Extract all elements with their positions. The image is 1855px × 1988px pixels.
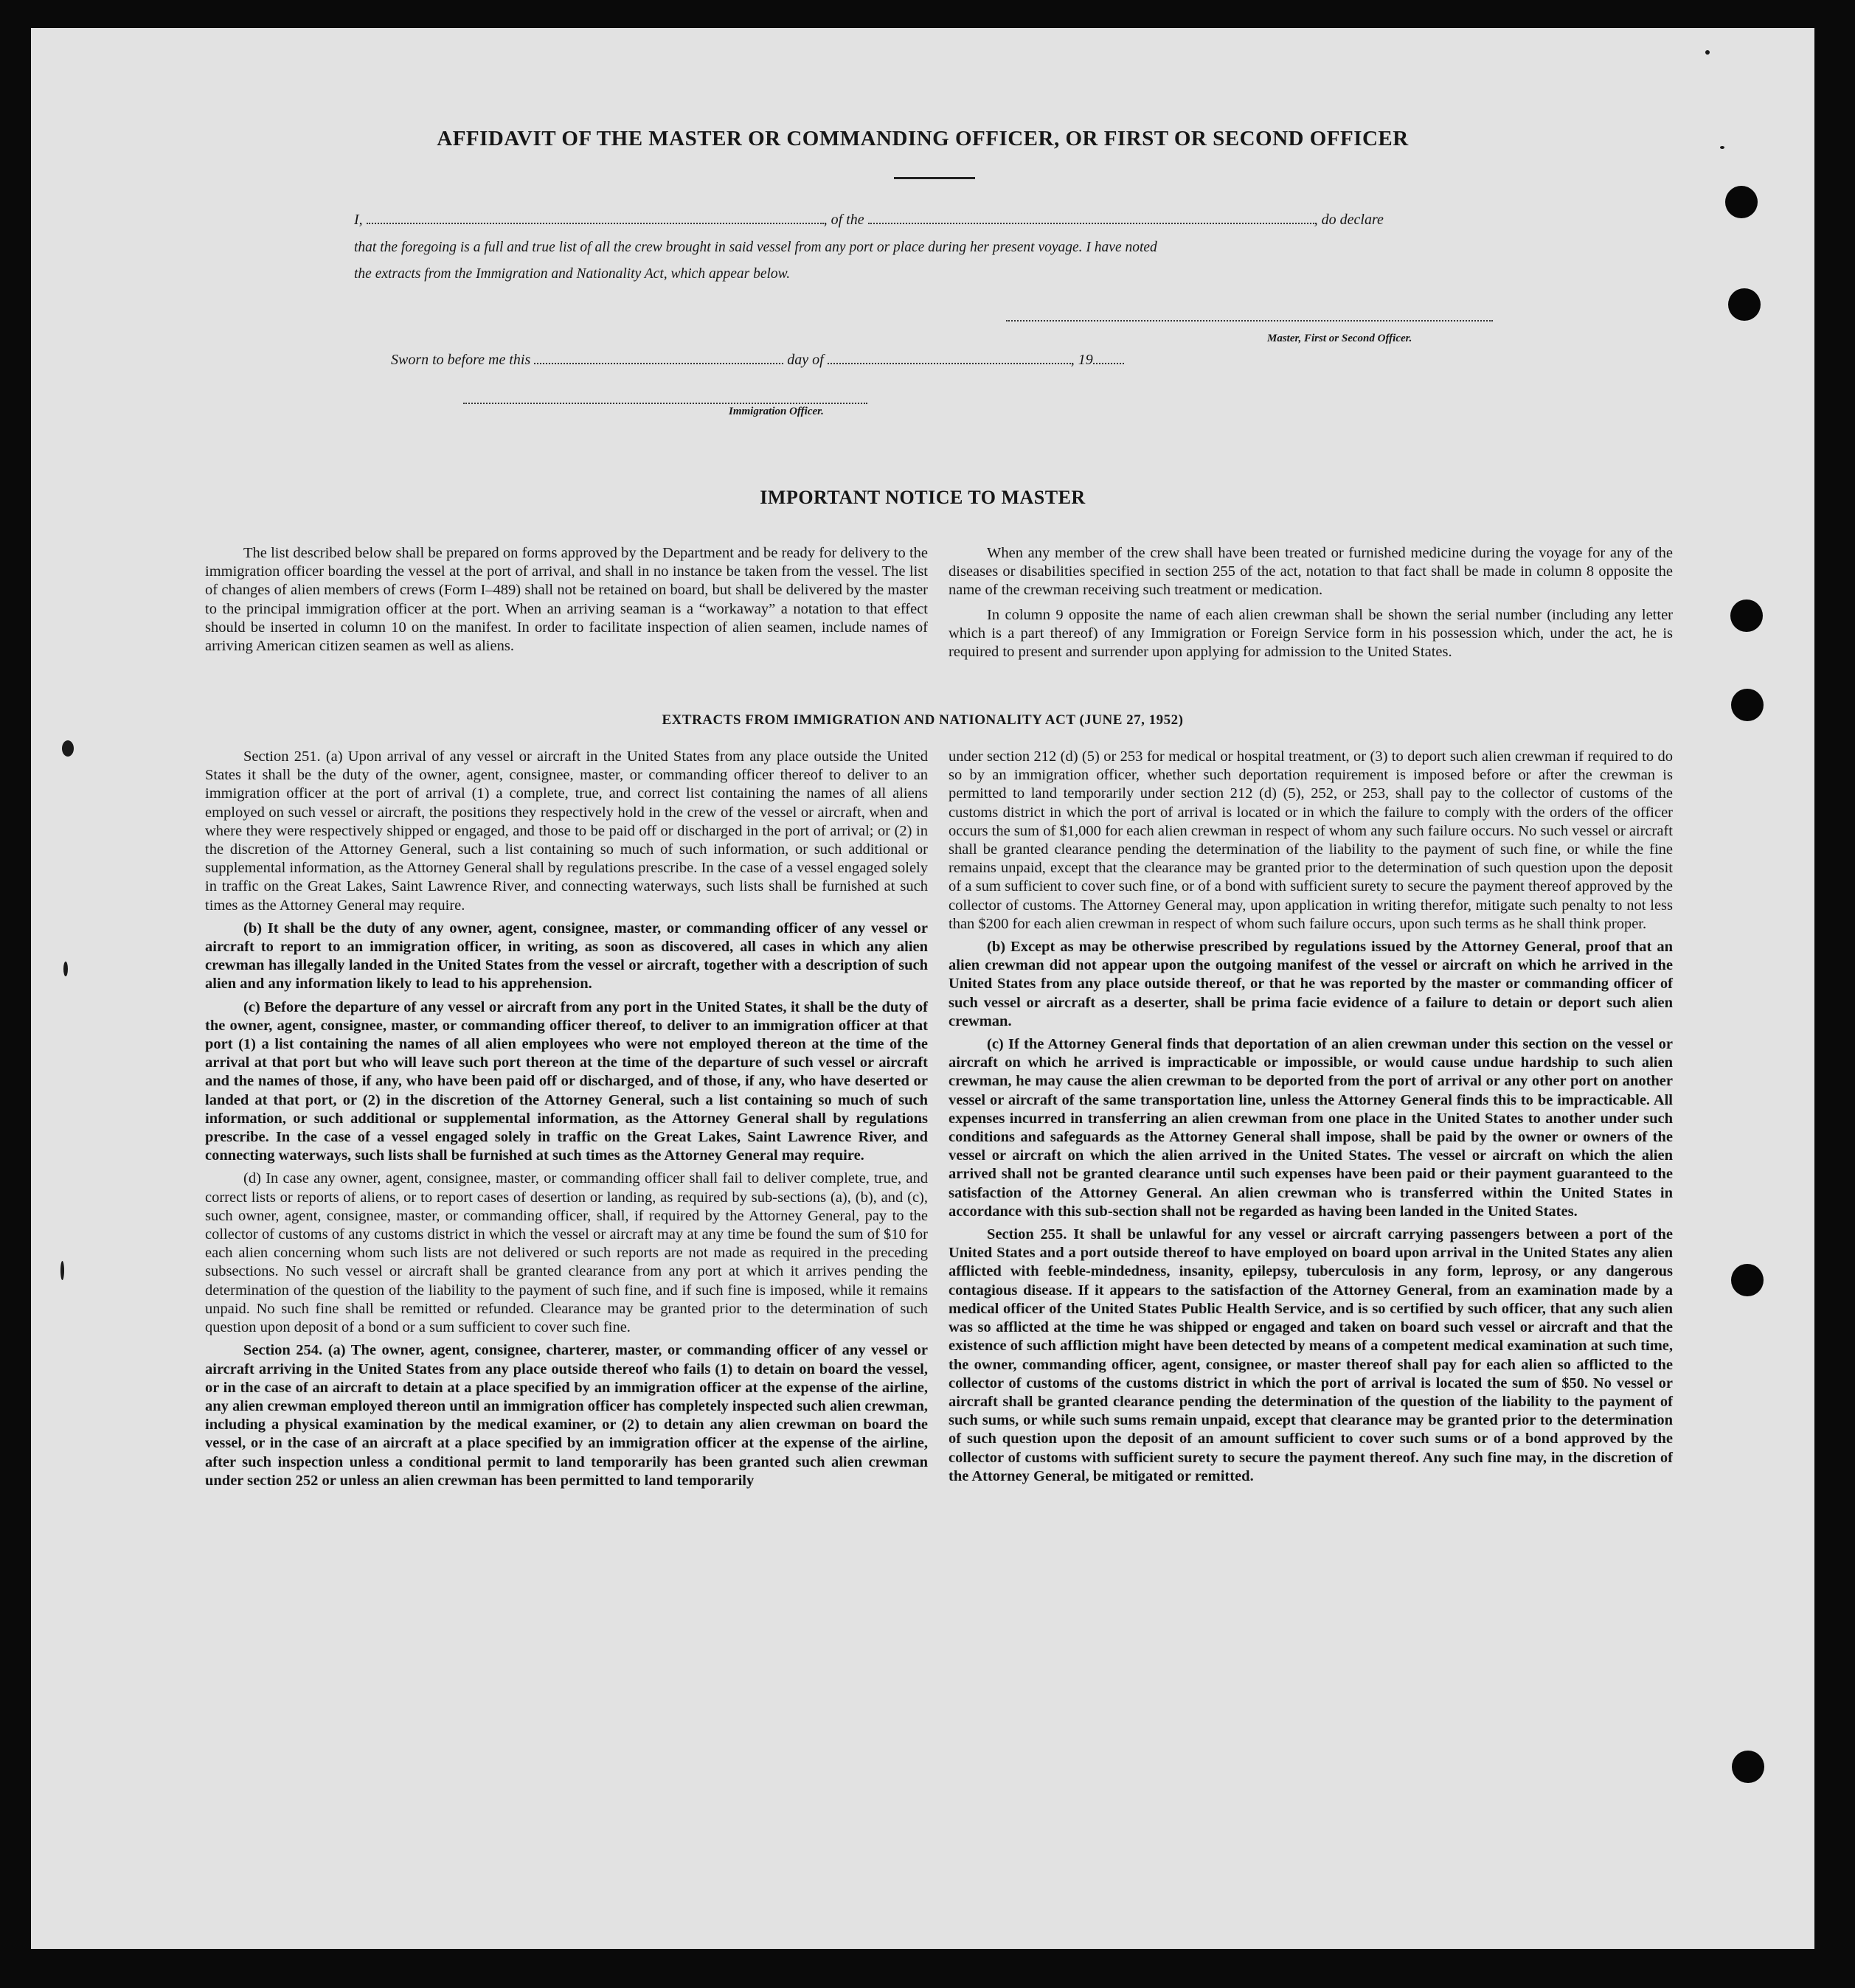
master-signature-label: Master, First or Second Officer.	[1267, 333, 1412, 344]
declaration-line	[354, 211, 1534, 229]
scan-speck	[60, 1261, 64, 1280]
extract-paragraph: (b) It shall be the duty of any owner, agent, consignee, master, or commanding officer of any vessel or aircraft to report to an immigration officer, in writing, as soon as discovered, all cases in which any alien crewman has illegally landed in the United States from the vessel or aircraft, together with a description of such alien and any information likely to lead to his apprehension.	[205, 920, 928, 993]
immigration-officer-label: Immigration Officer.	[729, 406, 824, 417]
extract-paragraph: Section 251. (a) Upon arrival of any vessel or aircraft in the United States from any place outside the United States it shall be the duty of the owner, agent, consignee, master, or commanding officer thereof to deliver to an immigration officer at the port of arrival (1) a complete, true, and correct list containing the names of all aliens employed on such vessel or aircraft, the positions they respectively hold in the crew of the vessel or aircraft, when and where they were respectively shipped or engaged, and those to be paid off or discharged in the port of arrival; or (2) in the discretion of the Attorney General, such a list containing so much of such information, or such additional or supplemental information, as the Attorney General shall by regulations prescribe. In the case of a vessel engaged solely in traffic on the Great Lakes, Saint Lawrence River, and connecting waterways, such lists shall be furnished at such times as the Attorney General may require.	[205, 748, 928, 914]
sworn-day-field[interactable]	[534, 351, 783, 364]
extract-paragraph: (c) Before the departure of any vessel or aircraft from any port in the United States, it shall be the duty of the owner, agent, consignee, master, or commanding officer thereof, to deliver to an immigration officer at that port (1) a list containing the names of all alien employees who were not employed thereon at the time of the arrival at that port but who will leave such port thereon at the time of the departure of such vessel or aircraft and the names of those, if any, who have been paid off or discharged, and of those, if any, who have deserted or landed at that port, or (2) in the discretion of the Attorney General, such a list containing so much of such information, or such additional or supplemental information, as the Attorney General shall by regulations prescribe. In the case of a vessel engaged solely in traffic on the Great Lakes, Saint Lawrence River, and connecting waterways, such lists shall be furnished at such times as the Attorney General may require.	[205, 998, 928, 1164]
statement-line-1: that the foregoing is a full and true list of all the crew brought in said vessel from any port or place during her present voyage. I have noted	[354, 240, 1157, 255]
extracts-right-column	[949, 748, 1673, 1486]
master-signature-line[interactable]	[1006, 320, 1493, 322]
binder-hole-icon	[1725, 186, 1758, 218]
notice-paragraph: The list described below shall be prepared on forms approved by the Department and be ready for delivery to the immigration officer boarding the vessel at the port of arrival, and shall in no instance be taken from the vessel. The list of changes of alien members of crews (Form I–489) shall not be retained on board, but shall be delivered by the master to the principal immigration officer at the port. When an arriving seaman is a “workaway” a notation to that effect should be inserted in column 10 on the manifest. In order to facilitate inspection of alien seamen, include names of arriving American citizen seamen as well as aliens.	[205, 545, 928, 655]
binder-hole-icon	[1728, 288, 1761, 321]
binder-hole-icon	[1730, 599, 1763, 632]
extracts-title: EXTRACTS FROM IMMIGRATION AND NATIONALITY ACT (JUNE 27, 1952)	[662, 712, 1184, 728]
title-divider	[894, 177, 975, 179]
sworn-month-field[interactable]	[828, 351, 1071, 364]
year-prefix: , 19	[1070, 352, 1093, 368]
form-page	[31, 28, 1814, 1949]
immigration-officer-signature-line[interactable]	[463, 403, 867, 404]
sworn-line	[391, 351, 1571, 369]
notice-paragraph: In column 9 opposite the name of each alien crewman shall be shown the serial number (including any letter which is a part thereof) of any Immigration or Foreign Service form in his possession which, under the act, he is required to present and surrender upon applying for admission to the United States.	[949, 606, 1673, 661]
sworn-text: Sworn to before me this	[391, 352, 531, 368]
of-the-text: , of the	[823, 212, 864, 228]
extract-paragraph: (c) If the Attorney General finds that deportation of an alien crewman under this section on the vessel or aircraft on which he arrived is impracticable or impossible, or would cause undue hardship to such alien crewman, he may cause the alien crewman to be deported from the port of arrival or any other port on another vessel or aircraft of the same transportation line, unless the Attorney General finds this to be impracticable. All expenses incurred in transferring an alien crewman from one place in the United States to another under such conditions and safeguards as the Attorney General shall impose, shall be paid by the owner or owners of the vessel or aircraft on which the alien arrived in the United States. The vessel or aircraft on which the alien arrived shall not be granted clearance until such expenses have been paid or their payment guaranteed to the satisfaction of the Attorney General. An alien crewman who is transferred within the United States in accordance with this sub-section shall not be regarded as having been landed in the United States.	[949, 1036, 1673, 1220]
binder-hole-icon	[1732, 1751, 1764, 1783]
do-declare-text: , do declare	[1314, 212, 1384, 228]
sworn-year-field[interactable]	[1093, 351, 1124, 364]
extract-paragraph: Section 254. (a) The owner, agent, consignee, charterer, master, or commanding officer of any vessel or aircraft arriving in the United States from any place outside thereof who fails (1) to detain on board the vessel, or in the case of an aircraft to detain at a place specified by an immigration officer at the expense of the airline, any alien crewman employed thereon until an immigration officer has completely inspected such alien crewman, including a physical examination by the medical examiner, or (2) to detain any alien crewman on board the vessel, or in the case of an aircraft at a place specified by an immigration officer at the expense of the airline, after such inspection unless a conditional permit to land temporarily has been granted such alien crewman under section 252 or unless an alien crewman has been permitted to land temporarily	[205, 1342, 928, 1489]
affidavit-title: AFFIDAVIT OF THE MASTER OR COMMANDING OFFICER, OR FIRST OR SECOND OFFICER	[437, 127, 1409, 150]
scan-speck	[62, 740, 74, 757]
notice-left-column	[205, 544, 928, 656]
declarant-prefix: I,	[354, 212, 363, 228]
vessel-name-field[interactable]	[868, 211, 1314, 224]
extract-paragraph: (d) In case any owner, agent, consignee, master, or commanding officer shall fail to deliver complete, true, and correct lists or reports of aliens, or to report cases of desertion or landing, as required by sub-sections (a), (b), and (c), such owner, agent, consignee, master, or commanding officer, shall, if required by the Attorney General, pay to the collector of customs of any customs district in which the vessel or aircraft may at any time be found the sum of $10 for each alien concerning whom such lists are not delivered or such reports are not made as required in the preceding subsections. No such vessel or aircraft shall be granted clearance from any port at which it arrives pending the determination of the question of the liability to the payment of such fine, and if such fine is imposed, while it remains unpaid. No such fine shall be remitted or refunded. Clearance may be granted prior to the determination of such question upon deposit of a bond or a sum sufficient to cover such fine.	[205, 1170, 928, 1336]
notice-right-column	[949, 544, 1673, 661]
extract-paragraph: Section 255. It shall be unlawful for any vessel or aircraft carrying passengers between a port of the United States and a port outside thereof to have employed on board upon arrival in the United States any alien afflicted with feeble-mindedness, insanity, epilepsy, tuberculosis in any form, leprosy, or any dangerous contagious disease. If it appears to the satisfaction of the Attorney General, from an examination made by a medical officer of the United States Public Health Service, and is so certified by such officer, that any such alien was so afflicted at the time he was shipped or engaged and taken on board such vessel or aircraft and that the existence of such affliction might have been detected by means of a competent medical examination at such time, the owner, commanding officer, agent, consignee, or master thereof shall pay for each alien so afflicted to the collector of customs of the customs district in which the port of arrival is located the sum of $50. No vessel or aircraft shall be granted clearance pending the determination of the question of the liability to the payment of such sums, or while such sums remain unpaid, except that clearance may be granted prior to the determination of such question upon the deposit of an amount sufficient to cover such sums or of a bond approved by the collector of customs with sufficient surety to secure the payment thereof. Any such fine may, in the discretion of the Attorney General, be mitigated or remitted.	[949, 1226, 1673, 1484]
extract-paragraph: (b) Except as may be otherwise prescribed by regulations issued by the Attorney General, proof that an alien crewman did not appear upon the outgoing manifest of the vessel or aircraft on which he arrived in the United States from any place outside thereof, or that he was reported by the master or commanding officer of such vessel or aircraft as a deserter, shall be prima facie evidence of a failure to detain or deport such alien crewman.	[949, 939, 1673, 1029]
day-of-text: day of	[787, 352, 824, 368]
extracts-left-column	[205, 748, 928, 1490]
declarant-name-field[interactable]	[367, 211, 824, 224]
scan-speck	[63, 962, 68, 976]
notice-title: IMPORTANT NOTICE TO MASTER	[760, 487, 1086, 508]
binder-hole-icon	[1731, 1264, 1764, 1296]
statement-line-2: the extracts from the Immigration and Nationality Act, which appear below.	[354, 266, 791, 282]
scan-speck	[1705, 50, 1710, 55]
notice-paragraph: When any member of the crew shall have been treated or furnished medicine during the voyage for any of the diseases or disabilities specified in section 255 of the act, notation to that fact shall be made in column 8 opposite the name of the crewman receiving such treatment or medication.	[949, 545, 1673, 599]
extract-paragraph: under section 212 (d) (5) or 253 for medical or hospital treatment, or (3) to deport such alien crewman if required to do so by an immigration officer, whether such deportation requirement is imposed before or after the crewman is permitted to land temporarily under section 212 (d) (5), 252, or 253, shall pay to the collector of customs of the customs district in which the port of arrival is located or in which the failure to comply with the orders of the officer occurs the sum of $1,000 for each alien crewman in respect of whom any such failure occurs. No such vessel or aircraft shall be granted clearance pending the determination of the liability to the payment of such fine, or while the fine remains unpaid, except that the clearance may be granted prior to the determination of such question upon the deposit of a sum sufficient to cover such fine, or of a bond with sufficient surety to secure the payment thereof approved by the collector of customs. The Attorney General may, upon application in writing therefor, mitigate such penalty to not less than $200 for each alien crewman in respect of whom such failure occurs, upon such terms as he shall think proper.	[949, 748, 1673, 932]
